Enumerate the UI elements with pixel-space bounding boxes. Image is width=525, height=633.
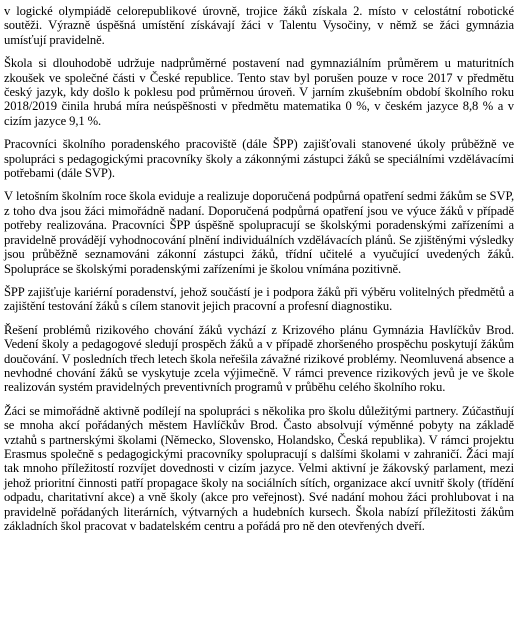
paragraph-career-counseling: ŠPP zajišťuje kariérní poradenství, jehož součástí je i podpora žáků při výběru volitelných předmětů a zajištění testování žáků s cílem stanovit jejich pracovní a profesní diagnostiku.: [4, 284, 514, 314]
paragraph-support-measures: V letošním školním roce škola eviduje a realizuje doporučená podpůrná opatření sedmi žákům se SVP, z toho dva jsou žáci mimořádně nadaní. Doporučená podpůrná opatření jsou ve výuce žáků v případě potřeby realizována. Pracovníci ŠPP úspěšně spolupracují se školskými poradenskými zařízeními a pravidelně provádějí vyhodnocování plnění individuálních vzdělávacích plánů. Se zjištěnými výsledky jsou průběžně seznamováni zákonní zástupci žáků, třídní učitelé a vyučující uvedených žáků. Spolupráce se školskými poradenskými zařízeními je školou vnímána pozitivně.: [4, 189, 514, 276]
paragraph-maturita-results: Škola si dlouhodobě udržuje nadprůměrné postavení nad gymnaziálním průměrem u maturitních zkoušek ve společné části v České republice. Tento stav byl porušen pouze v roce 2017 v předmětu český jazyk, kdy došlo k poklesu pod průměrnou úroveň. V jarním zkušebním období školního roku 2018/2019 činila hrubá míra neúspěšnosti v předmětu matematika 0 %, v českém jazyce 8,8 % a v cizím jazyce 9,1 %.: [4, 56, 514, 128]
paragraph-competitions: v logické olympiádě celorepublikové úrovně, trojice žáků získala 2. místo v celostátní robotické soutěži. Výrazně úspěšná umístění získávají žáci v Talentu Vysočiny, v němž se žáci gymnázia umísťují pravidelně.: [4, 4, 514, 47]
paragraph-counseling-center: Pracovníci školního poradenského pracoviště (dále ŠPP) zajišťovali stanovené úkoly průběžně ve spolupráci s pedagogickými pracovníky školy a zákonnými zástupci žáků se speciálními vzdělávacími potřebami (dále SVP).: [4, 137, 514, 181]
document-page: [4, 4, 514, 542]
paragraph-partnerships: Žáci se mimořádně aktivně podílejí na spolupráci s několika pro školu důležitými partnery. Zúčastňují se mnoha akcí pořádaných městem Havlíčkův Brod. Často absolvují výměnné pobyty na základě vztahů s partnerskými školami (Německo, Slovensko, Holandsko, Česká republika). V rámci projektu Erasmus společně s pedagogickými pracovníky spolupracují s dalšími školami v zahraničí. Žáci mají tak mnoho příležitostí rozvíjet dovednosti v cizím jazyce. Velmi aktivní je žákovský parlament, mezi jehož prioritní činnosti patří propagace školy na sociálních sítích, organizace akcí uvnitř školy (třídění odpadu, charitativní akce) a vně školy (akce pro veřejnost). Své nadání mohou žáci prohlubovat i na pravidelně pořádaných literárních, výtvarných a hudebních kursech. Škola nabízí příležitosti žákům základních škol pracovat v badatelském centru a pořádá pro ně den otevřených dveří.: [4, 403, 514, 533]
paragraph-risk-behavior: Řešení problémů rizikového chování žáků vychází z Krizového plánu Gymnázia Havlíčkův Brod. Vedení školy a pedagogové sledují prospěch žáků a v případě zhoršeného prospěchu poskytují žákům doučování. V posledních třech letech škola neřešila závažné rizikové problémy. Neomluvená absence a nevhodné chování žáků se vyskytuje zcela výjimečně. V rámci prevence rizikových jevů je ve škole realizován systém pravidelných preventivních programů v průběhu celého školního roku.: [4, 322, 514, 395]
